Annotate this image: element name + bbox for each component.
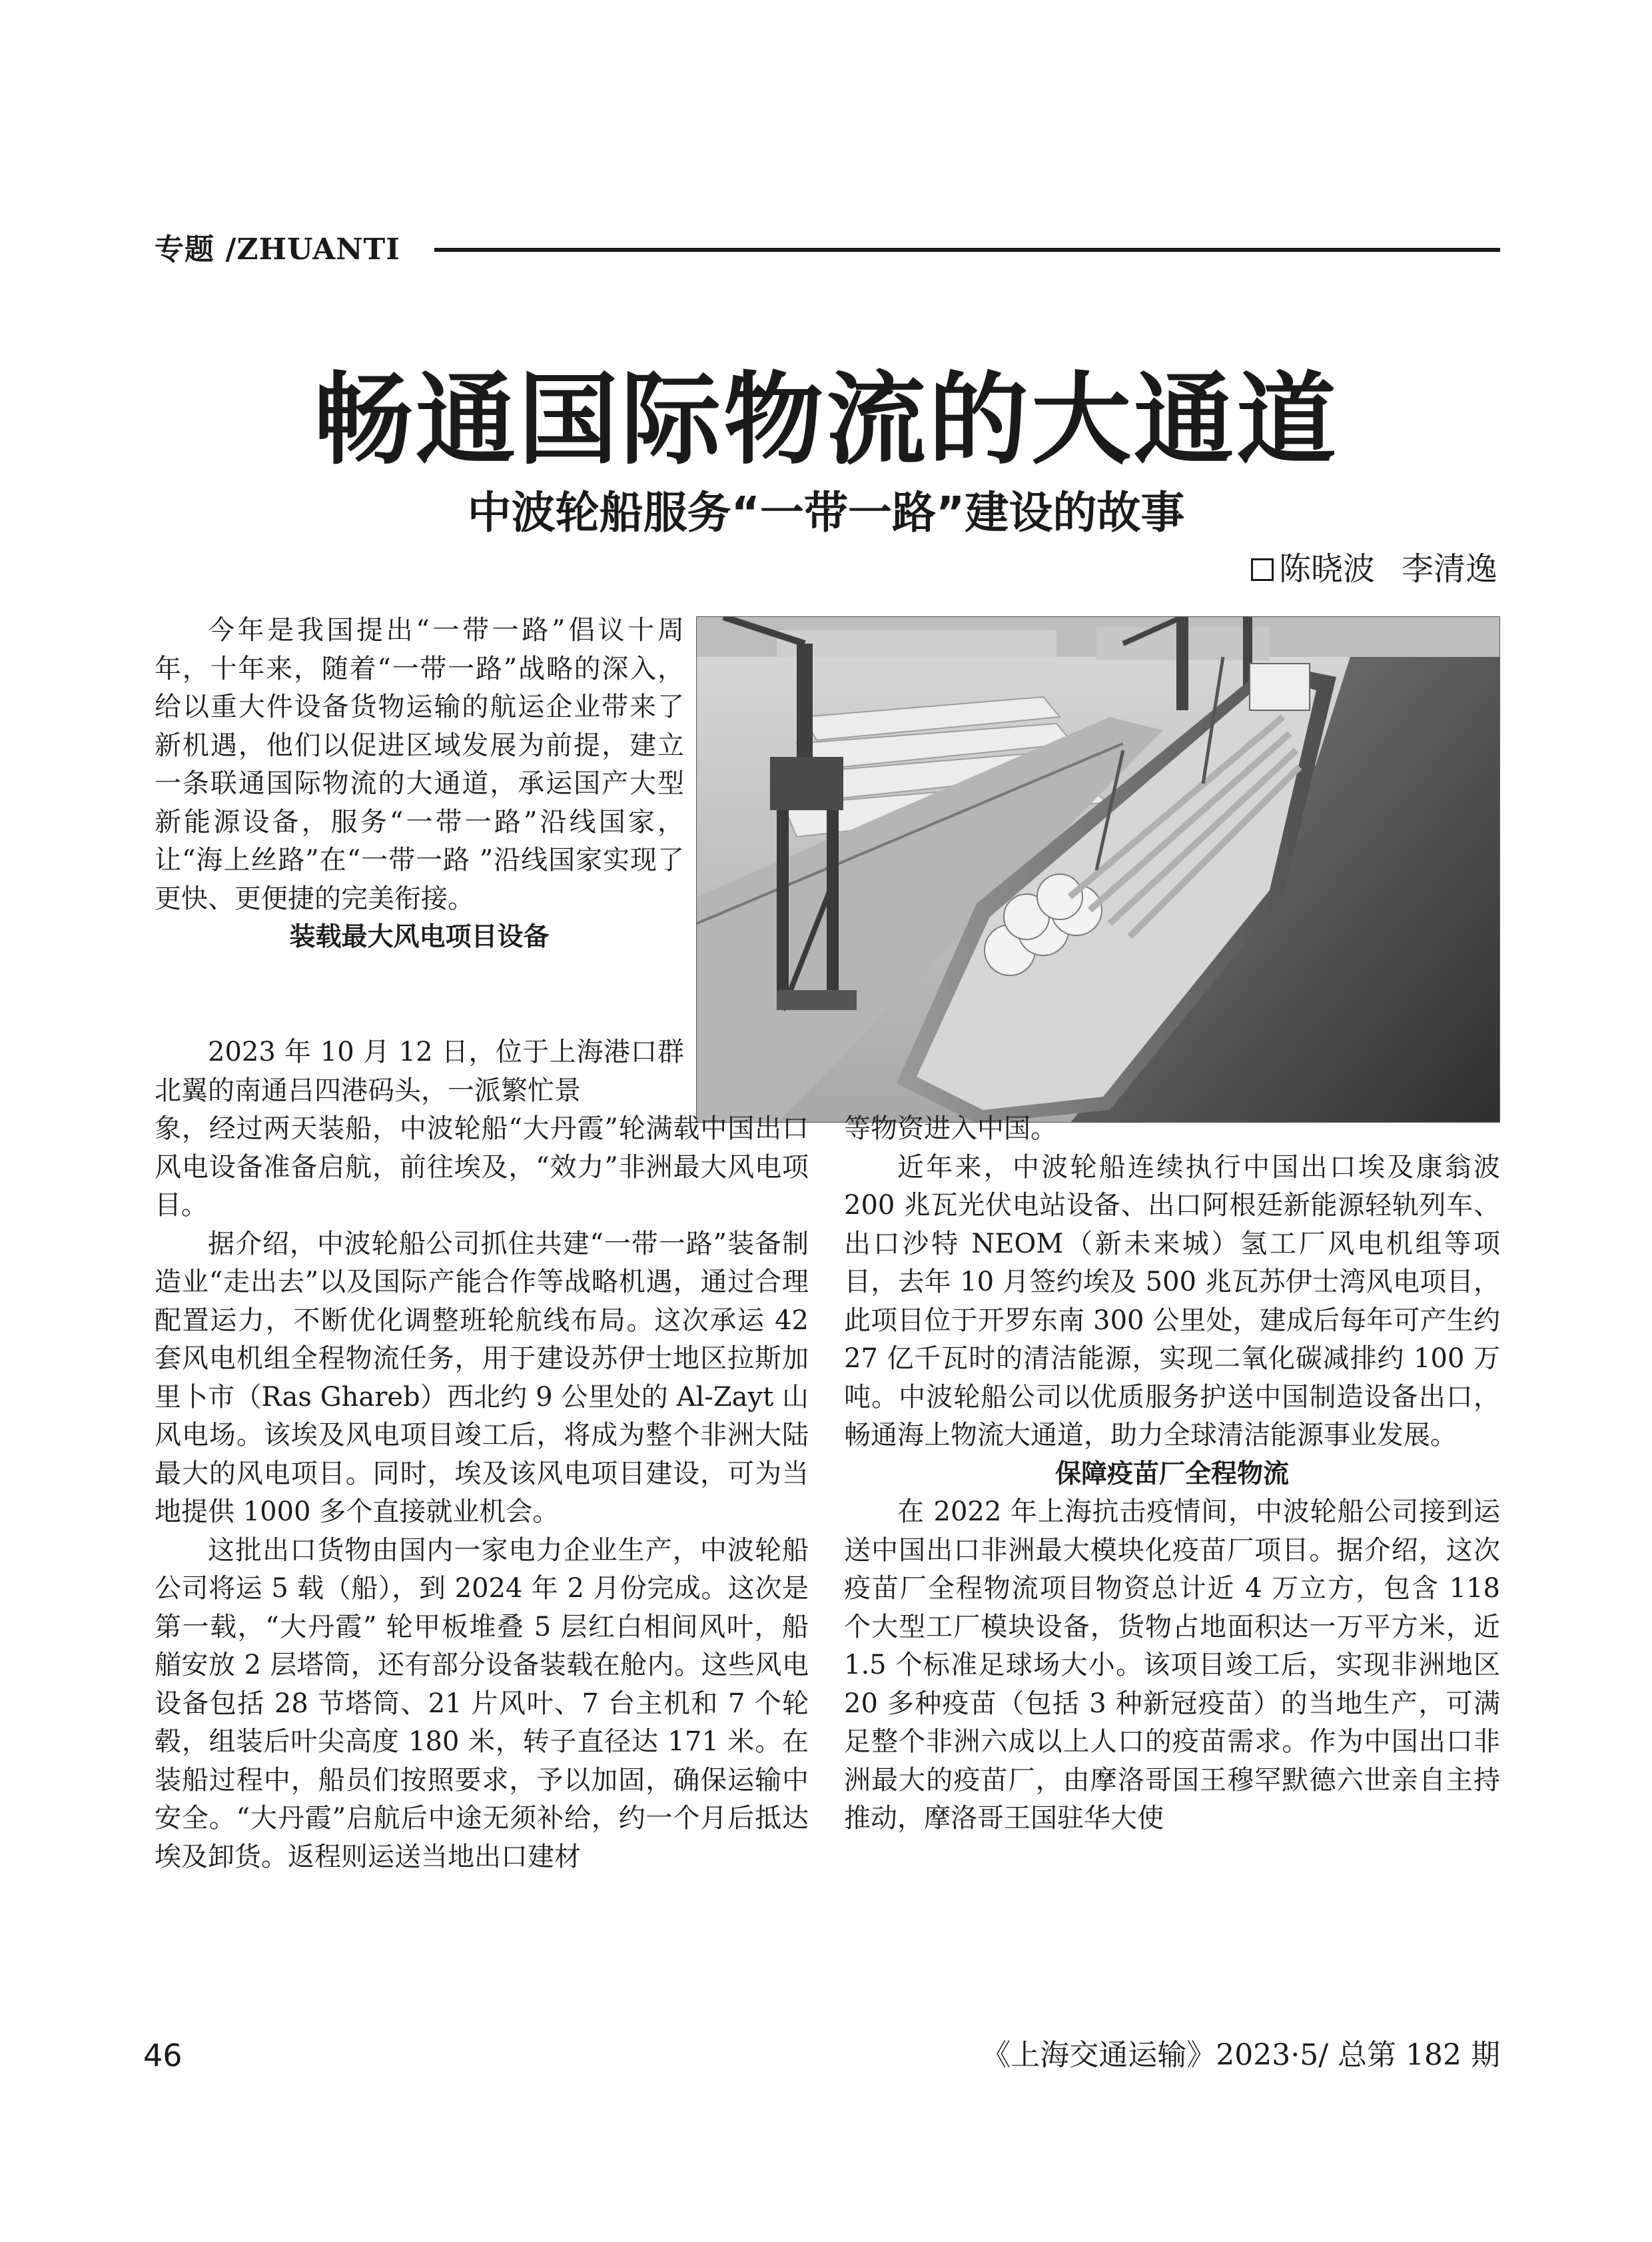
recent-projects-paragraph: 近年来，中波轮船连续执行中国出口埃及康翁波 200 兆瓦光伏电站设备、出口阿根廷新能源轻轨列车、出口沙特 NEOM（新未来城）氢工厂风电机组等项目，去年 10 月签约埃及 500 兆瓦苏伊士湾风电项目，此项目位于开罗东南 300 公里处，建成后每年可产生约 27 亿千瓦时的清洁能源，实现二氧化碳减排约 100 万吨。中波轮船公司以优质服务护送中国制造设备出口，畅通海上物流大通道，助力全球清洁能源事业发展。 xyxy=(844,1151,1500,1450)
intro-paragraph: 今年是我国提出“一带一路”倡议十周年，十年来，随着“一带一路”战略的深入，给以重大件设备货物运输的航运企业带来了新机遇，他们以促进区域发展为前提，建立一条联通国际物流的大通道，承运国产大型新能源设备，服务“一带一路”沿线国家，让“海上丝路”在“一带一路 ”沿线国家实现了更快、更便捷的完美衔接。 xyxy=(155,615,684,914)
page-number: 46 xyxy=(143,2037,183,2073)
wind-paragraph-3-end: 等物资进入中国。 xyxy=(844,1113,1057,1144)
vaccine-paragraph: 在 2022 年上海抗击疫情间，中波轮船公司接到运送中国出口非洲最大模块化疫苗厂项目。据介绍，这次疫苗厂全程物流项目物资总计近 4 万立方，包含 118 个大型工厂模块设备，货物占地面积达一万平方米，近 1.5 个标准足球场大小。该项目竣工后，实现非洲地区 20 多种疫苗（包括 3 种新冠疫苗）的当地生产，可满足整个非洲六成以上人口的疫苗需求。作为中国出口非洲最大的疫苗厂，由摩洛哥国王穆罕默德六世亲自主持推动，摩洛哥王国驻华大使 xyxy=(844,1496,1500,1834)
section-heading-vaccine: 保障疫苗厂全程物流 xyxy=(1054,1458,1289,1489)
left-column xyxy=(155,1110,809,1876)
wind-paragraph-2: 据介绍，中波轮船公司抓住共建“一带一路”装备制造业“走出去”以及国际产能合作等战略机遇，通过合理配置运力，不断优化调整班轮航线布局。这次承运 42 套风电机组全程物流任务，用于建设苏伊士地区拉斯加里卜市（Ras Ghareb）西北约 9 公里处的 Al-Zayt 山风电场。该埃及风电项目竣工后，将成为整个非洲大陆最大的风电项目。同时，埃及该风电项目建设，可为当地提供 1000 多个直接就业机会。 xyxy=(155,1228,809,1527)
wind-paragraph-3: 这批出口货物由国内一家电力企业生产，中波轮船公司将运 5 载（船），到 2024 年 2 月份完成。这次是第一载，“大丹霞” 轮甲板堆叠 5 层红白相间风叶，船艏安放 2 层塔筒，还有部分设备装载在舱内。这些风电设备包括 28 节塔筒、21 片风叶、7 台主机和 7 个轮毂，组装后叶尖高度 180 米，转子直径达 171 米。在装船过程中，船员们按照要求，予以加固，确保运输中安全。“大丹霞”启航后中途无须补给，约一个月后抵达埃及卸货。返程则运送当地出口建材 xyxy=(155,1534,809,1872)
article-subtitle: 中波轮船服务“一带一路”建设的故事 xyxy=(467,487,1185,538)
header-rule xyxy=(434,248,1500,252)
wind-paragraph-continued: 象，经过两天装船，中波轮船“大丹霞”轮满载中国出口风电设备准备启航，前往埃及，“效力”非洲最大风电项目。 xyxy=(155,1113,809,1221)
article-title: 畅通国际物流的大通道 xyxy=(312,361,1339,478)
left-column-upper xyxy=(155,1033,684,1110)
section-header xyxy=(155,230,1500,270)
left-column-top xyxy=(155,612,684,957)
byline xyxy=(1251,548,1497,590)
byline-box-icon xyxy=(1251,558,1274,581)
wind-paragraph-start: 2023 年 10 月 12 日，位于上海港口群北翼的南通吕四港码头，一派繁忙景 xyxy=(155,1037,684,1106)
right-column xyxy=(844,1110,1500,1838)
section-tag: 专题 /ZHUANTI xyxy=(155,233,400,267)
section-heading-wind: 装载最大风电项目设备 xyxy=(289,922,550,952)
byline-authors: 陈晓波 xyxy=(1278,550,1375,588)
byline-authors-2: 李清逸 xyxy=(1401,550,1497,588)
journal-footer: 《上海交通运输》2023·5/ 总第 182 期 xyxy=(981,2038,1500,2072)
ship-photo xyxy=(696,616,1500,1123)
